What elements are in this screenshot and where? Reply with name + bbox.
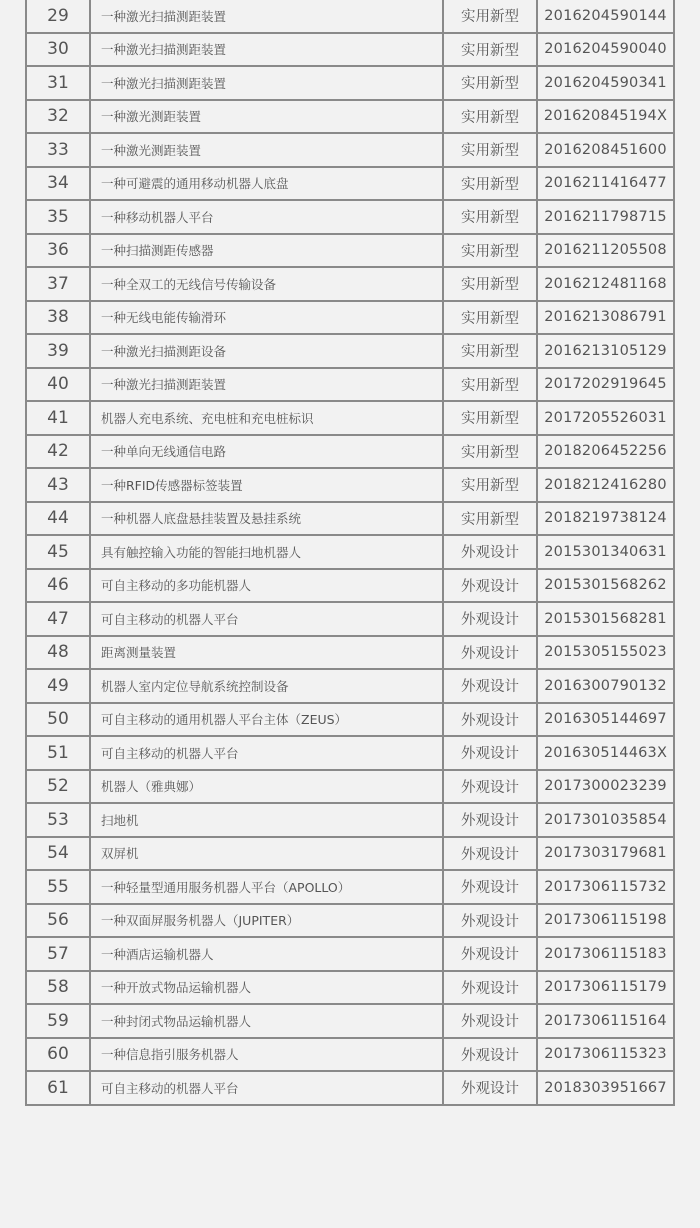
patent-name: 一种单向无线通信电路 bbox=[90, 435, 443, 469]
patent-number: 2017202919645 bbox=[537, 368, 674, 402]
patent-number: 2016211205508 bbox=[537, 234, 674, 268]
row-number: 55 bbox=[26, 870, 90, 904]
table-row bbox=[26, 636, 674, 670]
table-row bbox=[26, 401, 674, 435]
patent-name: 具有触控输入功能的智能扫地机器人 bbox=[90, 535, 443, 569]
row-number: 51 bbox=[26, 736, 90, 770]
patent-name: 机器人室内定位导航系统控制设备 bbox=[90, 669, 443, 703]
patent-number: 2015301568262 bbox=[537, 569, 674, 603]
patent-number: 201620845194X bbox=[537, 100, 674, 134]
patent-number: 2017301035854 bbox=[537, 803, 674, 837]
patent-type: 外观设计 bbox=[443, 535, 537, 569]
patent-number: 2018206452256 bbox=[537, 435, 674, 469]
table-row bbox=[26, 133, 674, 167]
patent-type: 外观设计 bbox=[443, 937, 537, 971]
table-row bbox=[26, 937, 674, 971]
patent-table bbox=[25, 0, 675, 1106]
table-row bbox=[26, 502, 674, 536]
table-row bbox=[26, 602, 674, 636]
row-number: 32 bbox=[26, 100, 90, 134]
row-number: 44 bbox=[26, 502, 90, 536]
patent-name: 一种轻量型通用服务机器人平台（APOLLO） bbox=[90, 870, 443, 904]
patent-name: 距离测量装置 bbox=[90, 636, 443, 670]
patent-type: 外观设计 bbox=[443, 1071, 537, 1105]
patent-name: 双屏机 bbox=[90, 837, 443, 871]
table-row bbox=[26, 234, 674, 268]
table-row bbox=[26, 100, 674, 134]
patent-number: 2015301340631 bbox=[537, 535, 674, 569]
row-number: 42 bbox=[26, 435, 90, 469]
patent-name: 可自主移动的机器人平台 bbox=[90, 736, 443, 770]
row-number: 35 bbox=[26, 200, 90, 234]
patent-number: 2016211416477 bbox=[537, 167, 674, 201]
table-row bbox=[26, 368, 674, 402]
table-row bbox=[26, 435, 674, 469]
row-number: 39 bbox=[26, 334, 90, 368]
table-row bbox=[26, 569, 674, 603]
patent-number: 2015301568281 bbox=[537, 602, 674, 636]
table-row bbox=[26, 736, 674, 770]
patent-type: 实用新型 bbox=[443, 435, 537, 469]
patent-name: 一种激光扫描测距装置 bbox=[90, 0, 443, 33]
patent-number: 2016204590341 bbox=[537, 66, 674, 100]
table-row bbox=[26, 703, 674, 737]
table-row bbox=[26, 0, 674, 33]
table-row bbox=[26, 66, 674, 100]
row-number: 57 bbox=[26, 937, 90, 971]
row-number: 37 bbox=[26, 267, 90, 301]
patent-type: 外观设计 bbox=[443, 703, 537, 737]
patent-type: 外观设计 bbox=[443, 636, 537, 670]
patent-number: 2017306115198 bbox=[537, 904, 674, 938]
row-number: 45 bbox=[26, 535, 90, 569]
patent-type: 外观设计 bbox=[443, 837, 537, 871]
row-number: 48 bbox=[26, 636, 90, 670]
patent-type: 实用新型 bbox=[443, 468, 537, 502]
patent-number: 2016213086791 bbox=[537, 301, 674, 335]
patent-name: 一种RFID传感器标签装置 bbox=[90, 468, 443, 502]
patent-table-body bbox=[26, 0, 674, 1105]
patent-type: 外观设计 bbox=[443, 1004, 537, 1038]
row-number: 49 bbox=[26, 669, 90, 703]
patent-name: 一种机器人底盘悬挂装置及悬挂系统 bbox=[90, 502, 443, 536]
patent-type: 实用新型 bbox=[443, 0, 537, 33]
row-number: 41 bbox=[26, 401, 90, 435]
patent-name: 一种双面屏服务机器人（JUPITER） bbox=[90, 904, 443, 938]
table-row bbox=[26, 904, 674, 938]
patent-name: 一种酒店运输机器人 bbox=[90, 937, 443, 971]
patent-number: 2016305144697 bbox=[537, 703, 674, 737]
row-number: 56 bbox=[26, 904, 90, 938]
patent-name: 一种可避震的通用移动机器人底盘 bbox=[90, 167, 443, 201]
patent-type: 外观设计 bbox=[443, 870, 537, 904]
patent-number: 2018303951667 bbox=[537, 1071, 674, 1105]
patent-name: 一种激光测距装置 bbox=[90, 133, 443, 167]
patent-number: 2016213105129 bbox=[537, 334, 674, 368]
patent-name: 可自主移动的多功能机器人 bbox=[90, 569, 443, 603]
row-number: 50 bbox=[26, 703, 90, 737]
table-row bbox=[26, 803, 674, 837]
row-number: 46 bbox=[26, 569, 90, 603]
row-number: 36 bbox=[26, 234, 90, 268]
patent-number: 2016211798715 bbox=[537, 200, 674, 234]
patent-type: 外观设计 bbox=[443, 971, 537, 1005]
patent-number: 2016208451600 bbox=[537, 133, 674, 167]
row-number: 53 bbox=[26, 803, 90, 837]
patent-number: 2017300023239 bbox=[537, 770, 674, 804]
patent-number: 2017205526031 bbox=[537, 401, 674, 435]
patent-type: 实用新型 bbox=[443, 33, 537, 67]
patent-name: 可自主移动的通用机器人平台主体（ZEUS） bbox=[90, 703, 443, 737]
row-number: 30 bbox=[26, 33, 90, 67]
table-row bbox=[26, 1004, 674, 1038]
patent-type: 外观设计 bbox=[443, 736, 537, 770]
patent-name: 一种激光测距装置 bbox=[90, 100, 443, 134]
row-number: 33 bbox=[26, 133, 90, 167]
patent-number: 2017306115323 bbox=[537, 1038, 674, 1072]
patent-name: 机器人充电系统、充电桩和充电桩标识 bbox=[90, 401, 443, 435]
patent-name: 一种封闭式物品运输机器人 bbox=[90, 1004, 443, 1038]
patent-name: 可自主移动的机器人平台 bbox=[90, 602, 443, 636]
row-number: 60 bbox=[26, 1038, 90, 1072]
row-number: 43 bbox=[26, 468, 90, 502]
patent-type: 实用新型 bbox=[443, 100, 537, 134]
patent-type: 实用新型 bbox=[443, 401, 537, 435]
patent-number: 2018212416280 bbox=[537, 468, 674, 502]
patent-type: 实用新型 bbox=[443, 66, 537, 100]
table-row bbox=[26, 200, 674, 234]
table-row bbox=[26, 1038, 674, 1072]
table-row bbox=[26, 535, 674, 569]
patent-type: 实用新型 bbox=[443, 334, 537, 368]
patent-number: 2016300790132 bbox=[537, 669, 674, 703]
patent-type: 外观设计 bbox=[443, 569, 537, 603]
row-number: 40 bbox=[26, 368, 90, 402]
row-number: 52 bbox=[26, 770, 90, 804]
table-row bbox=[26, 669, 674, 703]
row-number: 34 bbox=[26, 167, 90, 201]
patent-type: 实用新型 bbox=[443, 301, 537, 335]
patent-number: 2016204590144 bbox=[537, 0, 674, 33]
patent-type: 实用新型 bbox=[443, 200, 537, 234]
table-row bbox=[26, 837, 674, 871]
patent-number: 2017306115183 bbox=[537, 937, 674, 971]
patent-type: 外观设计 bbox=[443, 803, 537, 837]
patent-type: 外观设计 bbox=[443, 770, 537, 804]
table-row bbox=[26, 770, 674, 804]
row-number: 54 bbox=[26, 837, 90, 871]
patent-type: 实用新型 bbox=[443, 234, 537, 268]
patent-name: 一种信息指引服务机器人 bbox=[90, 1038, 443, 1072]
patent-name: 一种全双工的无线信号传输设备 bbox=[90, 267, 443, 301]
table-row bbox=[26, 468, 674, 502]
patent-name: 一种激光扫描测距装置 bbox=[90, 33, 443, 67]
table-row bbox=[26, 267, 674, 301]
patent-type: 外观设计 bbox=[443, 1038, 537, 1072]
patent-number: 2015305155023 bbox=[537, 636, 674, 670]
patent-type: 实用新型 bbox=[443, 133, 537, 167]
patent-name: 一种无线电能传输滑环 bbox=[90, 301, 443, 335]
table-row bbox=[26, 971, 674, 1005]
row-number: 38 bbox=[26, 301, 90, 335]
patent-number: 2017306115179 bbox=[537, 971, 674, 1005]
patent-name: 一种移动机器人平台 bbox=[90, 200, 443, 234]
row-number: 29 bbox=[26, 0, 90, 33]
row-number: 31 bbox=[26, 66, 90, 100]
patent-name: 一种激光扫描测距装置 bbox=[90, 66, 443, 100]
patent-type: 实用新型 bbox=[443, 167, 537, 201]
row-number: 47 bbox=[26, 602, 90, 636]
patent-number: 2017303179681 bbox=[537, 837, 674, 871]
patent-number: 2018219738124 bbox=[537, 502, 674, 536]
patent-type: 实用新型 bbox=[443, 502, 537, 536]
patent-name: 一种开放式物品运输机器人 bbox=[90, 971, 443, 1005]
row-number: 59 bbox=[26, 1004, 90, 1038]
patent-type: 外观设计 bbox=[443, 904, 537, 938]
patent-number: 2017306115732 bbox=[537, 870, 674, 904]
patent-name: 一种扫描测距传感器 bbox=[90, 234, 443, 268]
table-row bbox=[26, 334, 674, 368]
patent-name: 一种激光扫描测距设备 bbox=[90, 334, 443, 368]
patent-type: 外观设计 bbox=[443, 602, 537, 636]
row-number: 58 bbox=[26, 971, 90, 1005]
patent-type: 外观设计 bbox=[443, 669, 537, 703]
patent-type: 实用新型 bbox=[443, 368, 537, 402]
patent-number: 2017306115164 bbox=[537, 1004, 674, 1038]
patent-number: 2016204590040 bbox=[537, 33, 674, 67]
patent-number: 2016212481168 bbox=[537, 267, 674, 301]
table-row bbox=[26, 33, 674, 67]
table-row bbox=[26, 1071, 674, 1105]
patent-name: 扫地机 bbox=[90, 803, 443, 837]
patent-type: 实用新型 bbox=[443, 267, 537, 301]
table-row bbox=[26, 301, 674, 335]
row-number: 61 bbox=[26, 1071, 90, 1105]
patent-name: 可自主移动的机器人平台 bbox=[90, 1071, 443, 1105]
patent-name: 机器人（雅典娜） bbox=[90, 770, 443, 804]
patent-name: 一种激光扫描测距装置 bbox=[90, 368, 443, 402]
patent-number: 201630514463X bbox=[537, 736, 674, 770]
table-row bbox=[26, 167, 674, 201]
table-row bbox=[26, 870, 674, 904]
